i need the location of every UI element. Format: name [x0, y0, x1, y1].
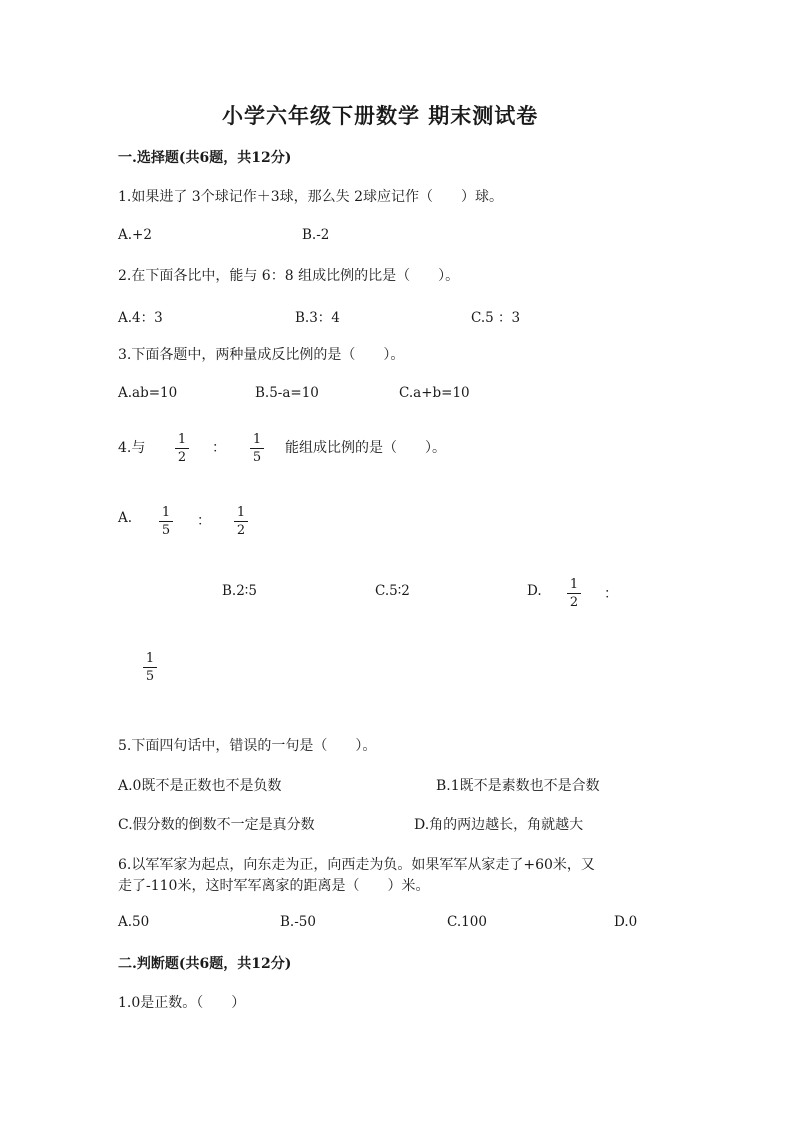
question-6-option-a: A.50 — [118, 914, 150, 930]
fraction-bar — [175, 448, 189, 449]
question-4-fraction-1 — [174, 432, 190, 465]
fraction-denominator: 2 — [569, 595, 579, 610]
fraction-numerator: 1 — [569, 577, 579, 592]
section-heading-true-false: 二.判断题(共6题，共12分) — [118, 956, 292, 972]
fraction-bar — [143, 667, 157, 668]
question-4-option-a-colon: ： — [197, 513, 211, 529]
question-4-option-a-fraction-1 — [158, 505, 174, 538]
fraction-bar — [250, 448, 264, 449]
question-4-option-d-colon: ： — [604, 586, 618, 602]
question-4-option-b: B.2∶5 — [222, 583, 257, 599]
fraction-numerator: 1 — [177, 432, 187, 447]
question-6-option-b: B.-50 — [280, 914, 316, 930]
question-1-option-a: A.+2 — [118, 227, 152, 243]
question-1-option-b: B.-2 — [302, 227, 330, 243]
question-2-option-a: A.4：3 — [118, 310, 163, 326]
question-1-stem: 1.如果进了 3个球记作＋3球，那么失 2球应记作（ ）球。 — [118, 189, 503, 205]
fraction-bar — [159, 521, 173, 522]
question-5-option-b: B.1既不是素数也不是合数 — [436, 778, 600, 794]
question-3-option-c: C.a+b=10 — [399, 385, 470, 401]
question-4-option-d-label: D. — [527, 583, 542, 599]
question-5-option-c: C.假分数的倒数不一定是真分数 — [118, 817, 315, 833]
question-3-option-a: A.ab=10 — [118, 385, 178, 401]
question-6-stem-line-2: 走了-110米，这时军军离家的距离是（ ）米。 — [118, 878, 430, 894]
question-4-option-a-label: A. — [118, 510, 133, 526]
question-4-suffix: 能组成比例的是（ ）。 — [285, 440, 446, 456]
question-5-stem: 5.下面四句话中，错误的一句是（ ）。 — [118, 738, 377, 754]
question-4-option-d-fraction-2 — [142, 651, 158, 684]
fraction-numerator: 1 — [161, 505, 171, 520]
question-6-option-c: C.100 — [447, 914, 487, 930]
fraction-denominator: 5 — [252, 450, 262, 465]
question-4-option-a-fraction-2 — [233, 505, 249, 538]
question-3-option-b: B.5-a=10 — [255, 385, 319, 401]
question-6-option-d: D.0 — [614, 914, 638, 930]
fraction-denominator: 2 — [236, 523, 246, 538]
question-2-stem: 2.在下面各比中，能与 6：8 组成比例的比是（ ）。 — [118, 268, 460, 284]
page-title: 小学六年级下册数学 期末测试卷 — [222, 103, 539, 128]
fraction-numerator: 1 — [252, 432, 262, 447]
question-2-option-b: B.3：4 — [295, 310, 340, 326]
judgment-1-stem: 1.0是正数。（ ） — [118, 995, 246, 1011]
question-2-option-c: C.5 ：3 — [471, 310, 521, 326]
question-4-prefix: 4.与 — [118, 440, 146, 456]
question-5-option-a: A.0既不是正数也不是负数 — [118, 778, 282, 794]
fraction-denominator: 5 — [161, 523, 171, 538]
section-heading-choice: 一.选择题(共6题，共12分) — [118, 150, 292, 166]
question-4-option-d-fraction-1 — [566, 577, 582, 610]
fraction-numerator: 1 — [236, 505, 246, 520]
fraction-numerator: 1 — [145, 651, 155, 666]
question-4-colon: ： — [212, 440, 226, 456]
question-4-option-c: C.5∶2 — [375, 583, 410, 599]
fraction-bar — [567, 593, 581, 594]
fraction-bar — [234, 521, 248, 522]
question-5-option-d: D.角的两边越长，角就越大 — [414, 817, 584, 833]
question-6-stem-line-1: 6.以军军家为起点，向东走为正，向西走为负。如果军军从家走了+60米，又 — [118, 857, 595, 873]
fraction-denominator: 2 — [177, 450, 187, 465]
fraction-denominator: 5 — [145, 669, 155, 684]
question-4-fraction-2 — [249, 432, 265, 465]
question-3-stem: 3.下面各题中，两种量成反比例的是（ ）。 — [118, 347, 405, 363]
